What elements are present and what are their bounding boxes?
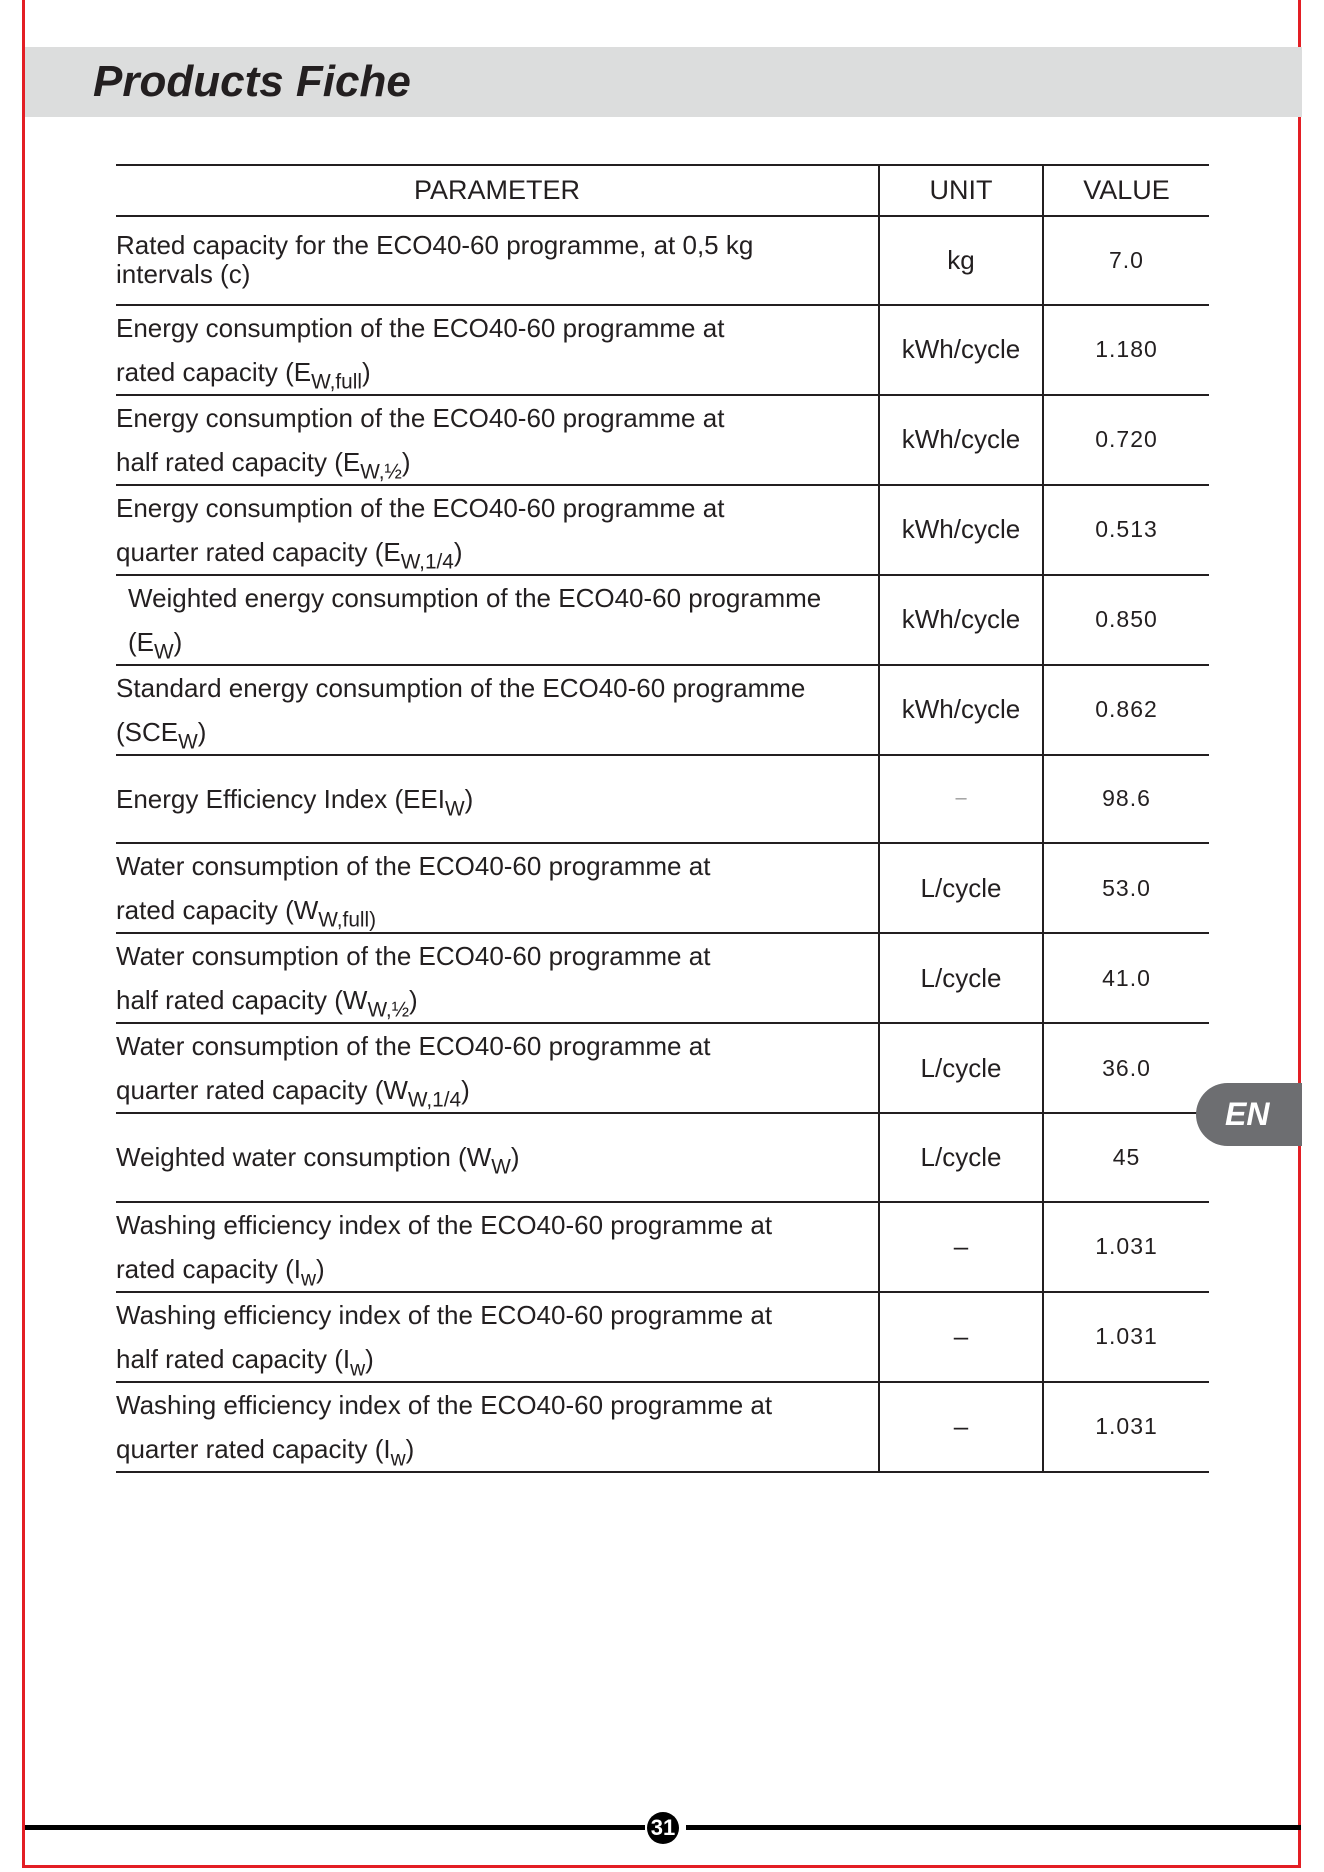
- value-cell: 1.180: [1043, 305, 1209, 395]
- unit-cell: L/cycle: [879, 843, 1043, 933]
- table-row: [116, 575, 1209, 665]
- parameter-cell: [116, 1113, 879, 1202]
- table-row: [116, 843, 1209, 933]
- table-row: [116, 665, 1209, 755]
- header-value: VALUE: [1043, 165, 1209, 216]
- page-border-bottom: [22, 1865, 1301, 1868]
- table-row: [116, 395, 1209, 485]
- title-bar: [25, 47, 1302, 117]
- unit-cell: –: [879, 1202, 1043, 1292]
- parameter-cell: [116, 575, 879, 665]
- value-cell: 0.513: [1043, 485, 1209, 575]
- subscript: W,½: [360, 459, 402, 483]
- unit-cell: kWh/cycle: [879, 575, 1043, 665]
- parameter-line: intervals (c): [116, 259, 251, 290]
- parameter-cell: [116, 1202, 879, 1292]
- parameter-cell: [116, 933, 879, 1023]
- parameter-tail: ): [464, 783, 474, 814]
- parameter-tail: ): [409, 985, 418, 1015]
- page-title: Products Fiche: [93, 57, 411, 106]
- parameter-tail: ): [173, 626, 183, 657]
- parameter-line: Water consumption of the ECO40-60 programme at: [116, 941, 711, 971]
- parameter-text: quarter rated capacity (I: [116, 1433, 391, 1464]
- page-number: 31: [647, 1812, 679, 1844]
- parameter-cell: [116, 755, 879, 844]
- subscript: W: [178, 729, 198, 753]
- table-row: [116, 755, 1209, 844]
- parameter-text: rated capacity (I: [116, 1253, 301, 1284]
- table-row: [116, 1113, 1209, 1202]
- parameter-text: rated capacity (E: [116, 356, 312, 387]
- parameter-text: rated capacity (W: [116, 895, 319, 925]
- parameter-text: half rated capacity (E: [116, 446, 361, 477]
- parameter-cell: [116, 843, 879, 933]
- table-row: [116, 216, 1209, 305]
- parameter-line: Water consumption of the ECO40-60 programme at: [116, 851, 711, 881]
- value-cell: 0.862: [1043, 665, 1209, 755]
- table-row: [116, 305, 1209, 395]
- parameter-line: [116, 710, 878, 754]
- table-header-row: [116, 165, 1209, 216]
- parameter-line: [116, 777, 878, 821]
- parameter-tail: ): [401, 446, 411, 477]
- parameter-line: [116, 978, 878, 1022]
- value-cell: 53.0: [1043, 843, 1209, 933]
- parameter-line: [116, 1068, 878, 1112]
- subscript: W: [154, 639, 174, 663]
- value-cell: 1.031: [1043, 1292, 1209, 1382]
- parameter-tail: ): [510, 1142, 520, 1173]
- value-cell: 36.0: [1043, 1023, 1209, 1113]
- parameter-line: [116, 1337, 878, 1381]
- parameter-text: quarter rated capacity (E: [116, 536, 401, 567]
- footer-rule-right: [686, 1825, 1301, 1830]
- parameter-tail: ): [316, 1253, 325, 1284]
- parameter-line: Standard energy consumption of the ECO40-60 programme: [116, 672, 806, 703]
- parameter-tail: ): [197, 716, 207, 747]
- parameter-cell: [116, 305, 879, 395]
- table-row: [116, 1023, 1209, 1113]
- unit-cell: kWh/cycle: [879, 305, 1043, 395]
- parameter-cell: [116, 665, 879, 755]
- subscript: w: [350, 1356, 366, 1380]
- parameter-text: (E: [128, 626, 154, 657]
- parameter-tail: ): [453, 536, 463, 567]
- products-fiche-table: [116, 164, 1209, 1473]
- parameter-tail: ): [361, 356, 371, 387]
- unit-cell: kWh/cycle: [879, 665, 1043, 755]
- table-row: [116, 1382, 1209, 1472]
- page-border-right: [1298, 0, 1301, 1868]
- parameter-cell: [116, 485, 879, 575]
- parameter-cell: [116, 1023, 879, 1113]
- unit-cell: kg: [879, 216, 1043, 305]
- parameter-text: quarter rated capacity (W: [116, 1075, 408, 1105]
- parameter-line: Water consumption of the ECO40-60 programme at: [116, 1031, 711, 1061]
- subscript: W,full: [311, 369, 362, 393]
- parameter-line: Energy consumption of the ECO40-60 programme at: [116, 492, 725, 523]
- parameter-line: Washing efficiency index of the ECO40-60 programme at: [116, 1209, 773, 1240]
- parameter-cell: [116, 395, 879, 485]
- parameter-line: [116, 620, 878, 664]
- parameter-cell: [116, 1382, 879, 1472]
- footer-rule-left: [25, 1825, 645, 1830]
- parameter-line: [116, 888, 878, 932]
- unit-cell: kWh/cycle: [879, 485, 1043, 575]
- table-row: [116, 933, 1209, 1023]
- parameter-text: Energy Efficiency Index (EEI: [116, 783, 446, 814]
- parameter-line: [116, 1247, 878, 1291]
- parameter-line: Washing efficiency index of the ECO40-60 programme at: [116, 1299, 773, 1330]
- parameter-line: [116, 350, 878, 394]
- subscript: W,1/4: [407, 1088, 462, 1112]
- parameter-text: half rated capacity (I: [116, 1343, 351, 1374]
- parameter-line: [116, 440, 878, 484]
- unit-cell: L/cycle: [879, 933, 1043, 1023]
- parameter-text: half rated capacity (W: [116, 985, 368, 1015]
- parameter-line: Washing efficiency index of the ECO40-60 programme at: [116, 1389, 773, 1420]
- table-row: [116, 1292, 1209, 1382]
- subscript: w: [390, 1446, 406, 1470]
- parameter-tail: ): [405, 1433, 415, 1464]
- unit-cell: kWh/cycle: [879, 395, 1043, 485]
- table-row: [116, 485, 1209, 575]
- parameter-line: Energy consumption of the ECO40-60 programme at: [116, 402, 725, 433]
- value-cell: 0.720: [1043, 395, 1209, 485]
- parameter-cell: [116, 1292, 879, 1382]
- parameter-line: Weighted energy consumption of the ECO40-60 programme: [128, 582, 822, 613]
- parameter-tail: ): [365, 1343, 374, 1374]
- unit-cell: –: [879, 1382, 1043, 1472]
- parameter-text: (SCE: [116, 716, 179, 747]
- parameter-line: [116, 1427, 878, 1471]
- value-cell: 41.0: [1043, 933, 1209, 1023]
- unit-cell: L/cycle: [879, 1023, 1043, 1113]
- value-cell: 1.031: [1043, 1382, 1209, 1472]
- table-row: [116, 1202, 1209, 1292]
- parameter-text: Weighted water consumption (W: [116, 1142, 492, 1173]
- page-border-left: [22, 0, 25, 1868]
- parameter-cell: [116, 216, 879, 305]
- parameter-line: [116, 530, 878, 574]
- header-unit: UNIT: [879, 165, 1043, 216]
- subscript: W: [445, 797, 465, 821]
- header-parameter: PARAMETER: [116, 165, 879, 216]
- parameter-line: Energy consumption of the ECO40-60 programme at: [116, 312, 725, 343]
- parameter-line: Rated capacity for the ECO40-60 programme, at 0,5 kg: [116, 230, 754, 261]
- value-cell: 0.850: [1043, 575, 1209, 665]
- parameter-tail: ): [461, 1075, 470, 1105]
- value-cell: 1.031: [1043, 1202, 1209, 1292]
- value-cell: 45: [1043, 1113, 1209, 1202]
- unit-cell: L/cycle: [879, 1113, 1043, 1202]
- unit-cell: –: [879, 755, 1043, 844]
- subscript: W,1/4: [400, 549, 454, 573]
- subscript: W,½: [367, 998, 410, 1022]
- value-cell: 7.0: [1043, 216, 1209, 305]
- value-cell: 98.6: [1043, 755, 1209, 844]
- parameter-line: [116, 1135, 878, 1179]
- subscript: w: [300, 1266, 317, 1290]
- subscript: W,full): [318, 908, 377, 932]
- language-tab-en: EN: [1196, 1083, 1302, 1146]
- subscript: W: [491, 1155, 511, 1179]
- unit-cell: –: [879, 1292, 1043, 1382]
